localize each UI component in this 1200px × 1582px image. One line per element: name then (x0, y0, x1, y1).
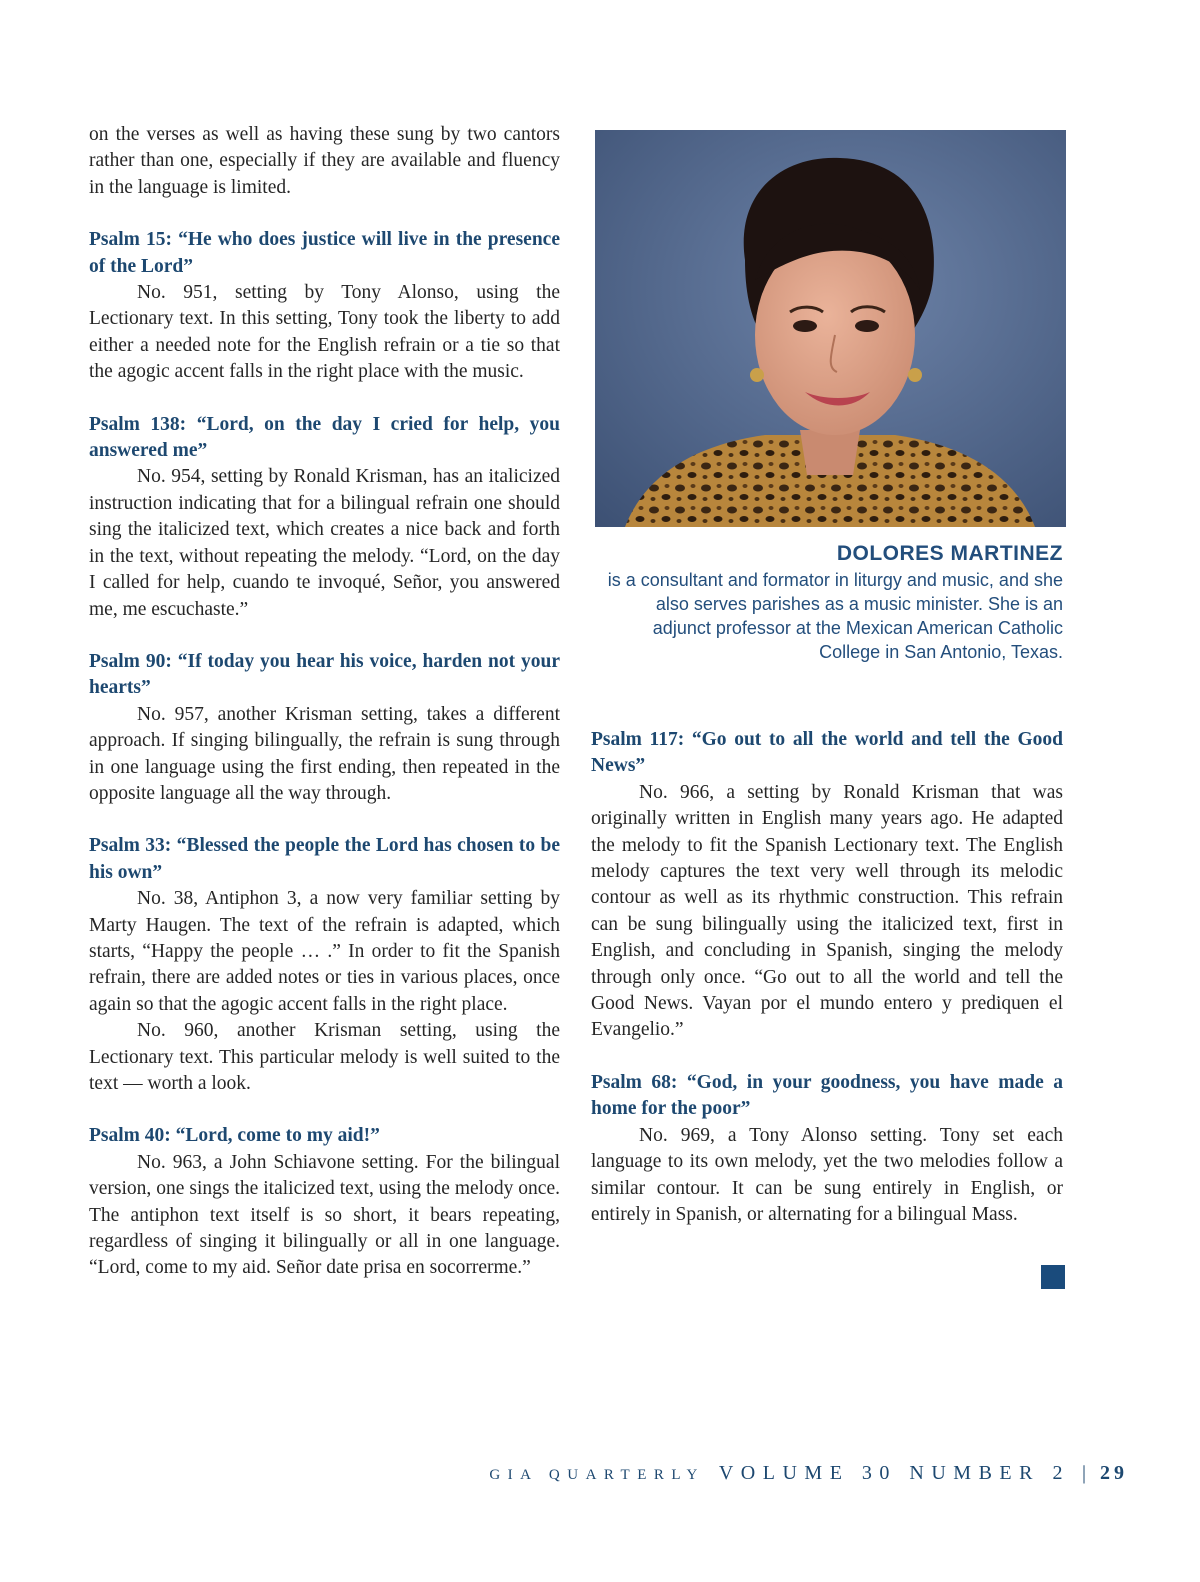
section-paragraph: No. 966, a setting by Ronald Krisman that was originally written in English many years ago. He adapted the melody to fit the Spanish Lectionary text. The English melody captures the text very well through its melodic contour as well as its rhythmic construction. This refrain can be sung bilingually using the italicized text, first in English, and concluding in Spanish, singing the melody through only once. “Go out to all the world and tell the Good News. Vayan por el mundo entero y prediquen el Evangelio.” (591, 781, 1063, 1041)
publication-name: GIA QUARTERLY (489, 1467, 705, 1483)
section-heading: Psalm 40: “Lord, come to my aid!” (89, 1125, 380, 1147)
section-heading: Psalm 90: “If today you hear his voice, harden not your hearts” (89, 650, 560, 699)
author-caption (596, 540, 1063, 664)
page-number: 29 (1100, 1462, 1128, 1484)
section-heading: Psalm 15: “He who does justice will live in the presence of the Lord” (89, 229, 560, 277)
section-paragraph: No. 963, a John Schiavone setting. For the bilingual version, one sings the italicized text, using the melody once. The antiphon text itself is so short, it bears repeating, regardless of singing it bilingually or all in one language. “Lord, come to my aid. Señor date prisa en socorrerme.” (89, 1151, 560, 1279)
author-name: DOLORES MARTINEZ (836, 542, 1063, 565)
section-heading: Psalm 33: “Blessed the people the Lord has chosen to be his own” (89, 835, 560, 883)
section-paragraph: No. 957, another Krisman setting, takes a different approach. If singing bilingually, the refrain is sung through in one language using the first ending, then repeated in the opposite language all the way through. (89, 703, 560, 804)
end-of-article-square-icon (1041, 1265, 1065, 1289)
volume-number: VOLUME 30 NUMBER 2 (718, 1462, 1070, 1484)
section-heading: Psalm 138: “Lord, on the day I cried for help, you answered me” (89, 413, 560, 462)
section-heading: Psalm 117: “Go out to all the world and tell the Good News” (591, 729, 1063, 777)
section-paragraph: No. 960, another Krisman setting, using the Lectionary text. This particular melody is well suited to the text — worth a look. (89, 1020, 560, 1094)
section-paragraph: No. 951, setting by Tony Alonso, using the Lectionary text. In this setting, Tony took the liberty to add either a needed note for the English refrain or a tie so that the agogic accent falls in the right place with the music. (89, 282, 560, 383)
section-psalm-40 (89, 1123, 560, 1281)
page-footer (489, 1462, 1128, 1492)
left-column (89, 122, 560, 1282)
intro-paragraph: on the verses as well as having these sung by two cantors rather than one, especially if they are available and fluency in the language is limited. (89, 124, 560, 198)
section-psalm-138 (89, 412, 560, 623)
section-psalm-15 (89, 227, 560, 385)
author-bio: is a consultant and formator in liturgy and music, and she also serves parishes as a music minister. She is an adjunct professor at the Mexican American Catholic College in San Antonio, Texas. (607, 570, 1063, 662)
section-psalm-117 (591, 727, 1063, 1044)
right-column (591, 727, 1063, 1228)
portrait-image (595, 130, 1066, 527)
section-paragraph: No. 954, setting by Ronald Krisman, has an italicized instruction indicating that for a bilingual refrain one should sing the italicized text, which creates a nice back and forth in the text, without repeating the melody. “Lord, on the day I called for help, cuando te invoqué, Señor, you answered me, me escuchaste.” (89, 466, 560, 620)
section-psalm-68 (591, 1070, 1063, 1228)
section-psalm-33 (89, 833, 560, 1097)
section-heading: Psalm 68: “God, in your goodness, you have made a home for the poor” (591, 1071, 1063, 1120)
section-paragraph: No. 969, a Tony Alonso setting. Tony set each language to its own melody, yet the two melodies follow a similar contour. It can be sung entirely in English, or entirely in Spanish, or alternating for a bilingual Mass. (591, 1124, 1063, 1225)
section-psalm-90 (89, 649, 560, 807)
section-paragraph: No. 38, Antiphon 3, a now very familiar setting by Marty Haugen. The text of the refrain is adapted, which starts, “Happy the people … .” In order to fit the Spanish refrain, there are added notes or ties in various places, once again so that the agogic accent falls in the right place. (89, 888, 560, 1015)
footer-separator: | (1081, 1462, 1086, 1484)
author-photo (595, 130, 1066, 527)
